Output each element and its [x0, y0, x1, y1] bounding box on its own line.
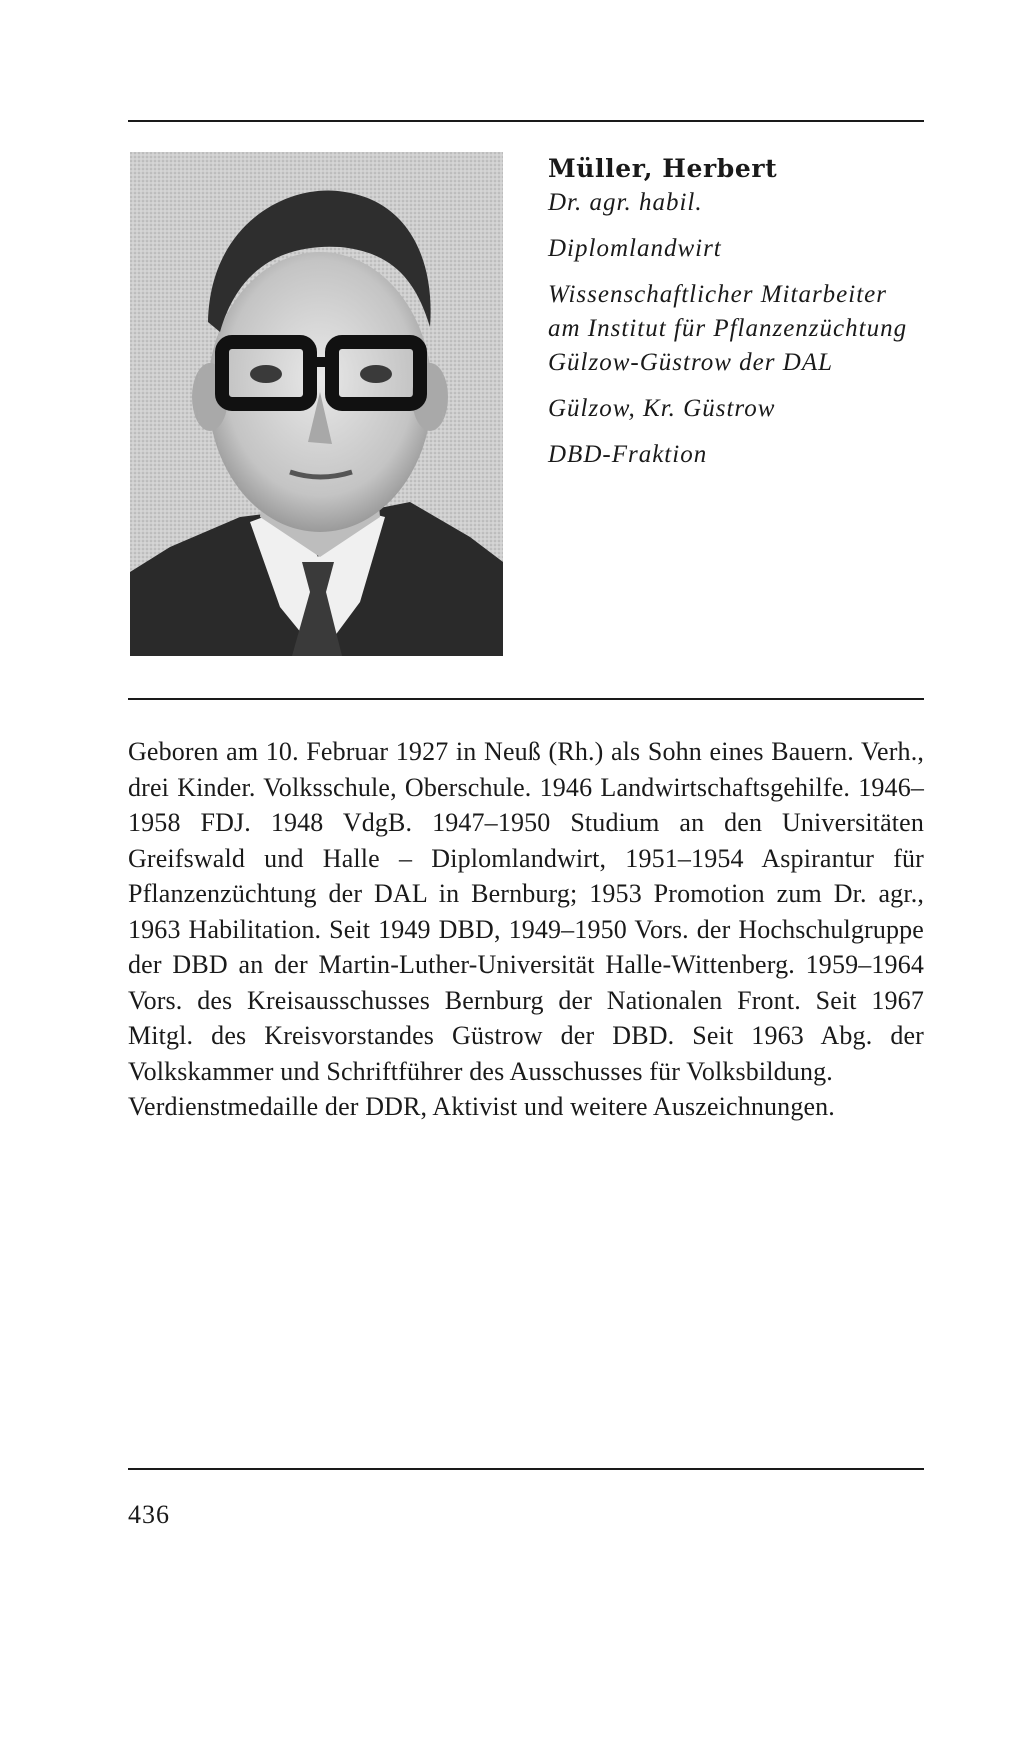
top-divider [128, 120, 924, 122]
person-name: Müller, Herbert [548, 154, 778, 183]
biography-text: Geboren am 10. Februar 1927 in Neuß (Rh.) als Sohn eines Bauern. Verh., drei Kinder. Volksschule, Oberschule. 1946 Landwirtschaftsgehilfe. 1946–1958 FDJ. 1948 VdgB. 1947–1950 Studium an den Universitäten Greifswald und Halle – Diplomlandwirt, 1951–1954 Aspirantur für Pflanzenzüchtung der DAL in Bernburg; 1953 Promotion zum Dr. agr., 1963 Habilitation. Seit 1949 DBD, 1949–1950 Vors. der Hochschulgruppe der DBD an der Martin-Luther-Universität Halle-Wittenberg. 1959–1964 Vors. des Kreisausschusses Bernburg der Nationalen Front. Seit 1967 Mitgl. des Kreisvorstandes Güstrow der DBD. Seit 1963 Abg. der Volkskammer und Schriftführer des Ausschusses für Volksbildung. [128, 737, 924, 1086]
position-line-2: am Institut für Pflanzenzüchtung [548, 315, 908, 342]
profession: Diplomlandwirt [548, 235, 722, 262]
party-faction: DBD-Fraktion [548, 441, 708, 468]
position-line-3: Gülzow-Güstrow der DAL [548, 349, 833, 376]
residence: Gülzow, Kr. Güstrow [548, 395, 776, 422]
portrait-photo [130, 152, 503, 656]
biography [128, 734, 924, 1125]
academic-degree: Dr. agr. habil. [548, 189, 703, 216]
position-line-1: Wissenschaftlicher Mitarbeiter [548, 281, 887, 308]
awards-text: Verdienstmedaille der DDR, Aktivist und weitere Auszeichnungen. [128, 1092, 835, 1121]
page-number: 436 [128, 1500, 170, 1529]
bottom-divider [128, 1468, 924, 1470]
section-divider [128, 698, 924, 700]
entry-header [548, 152, 928, 472]
